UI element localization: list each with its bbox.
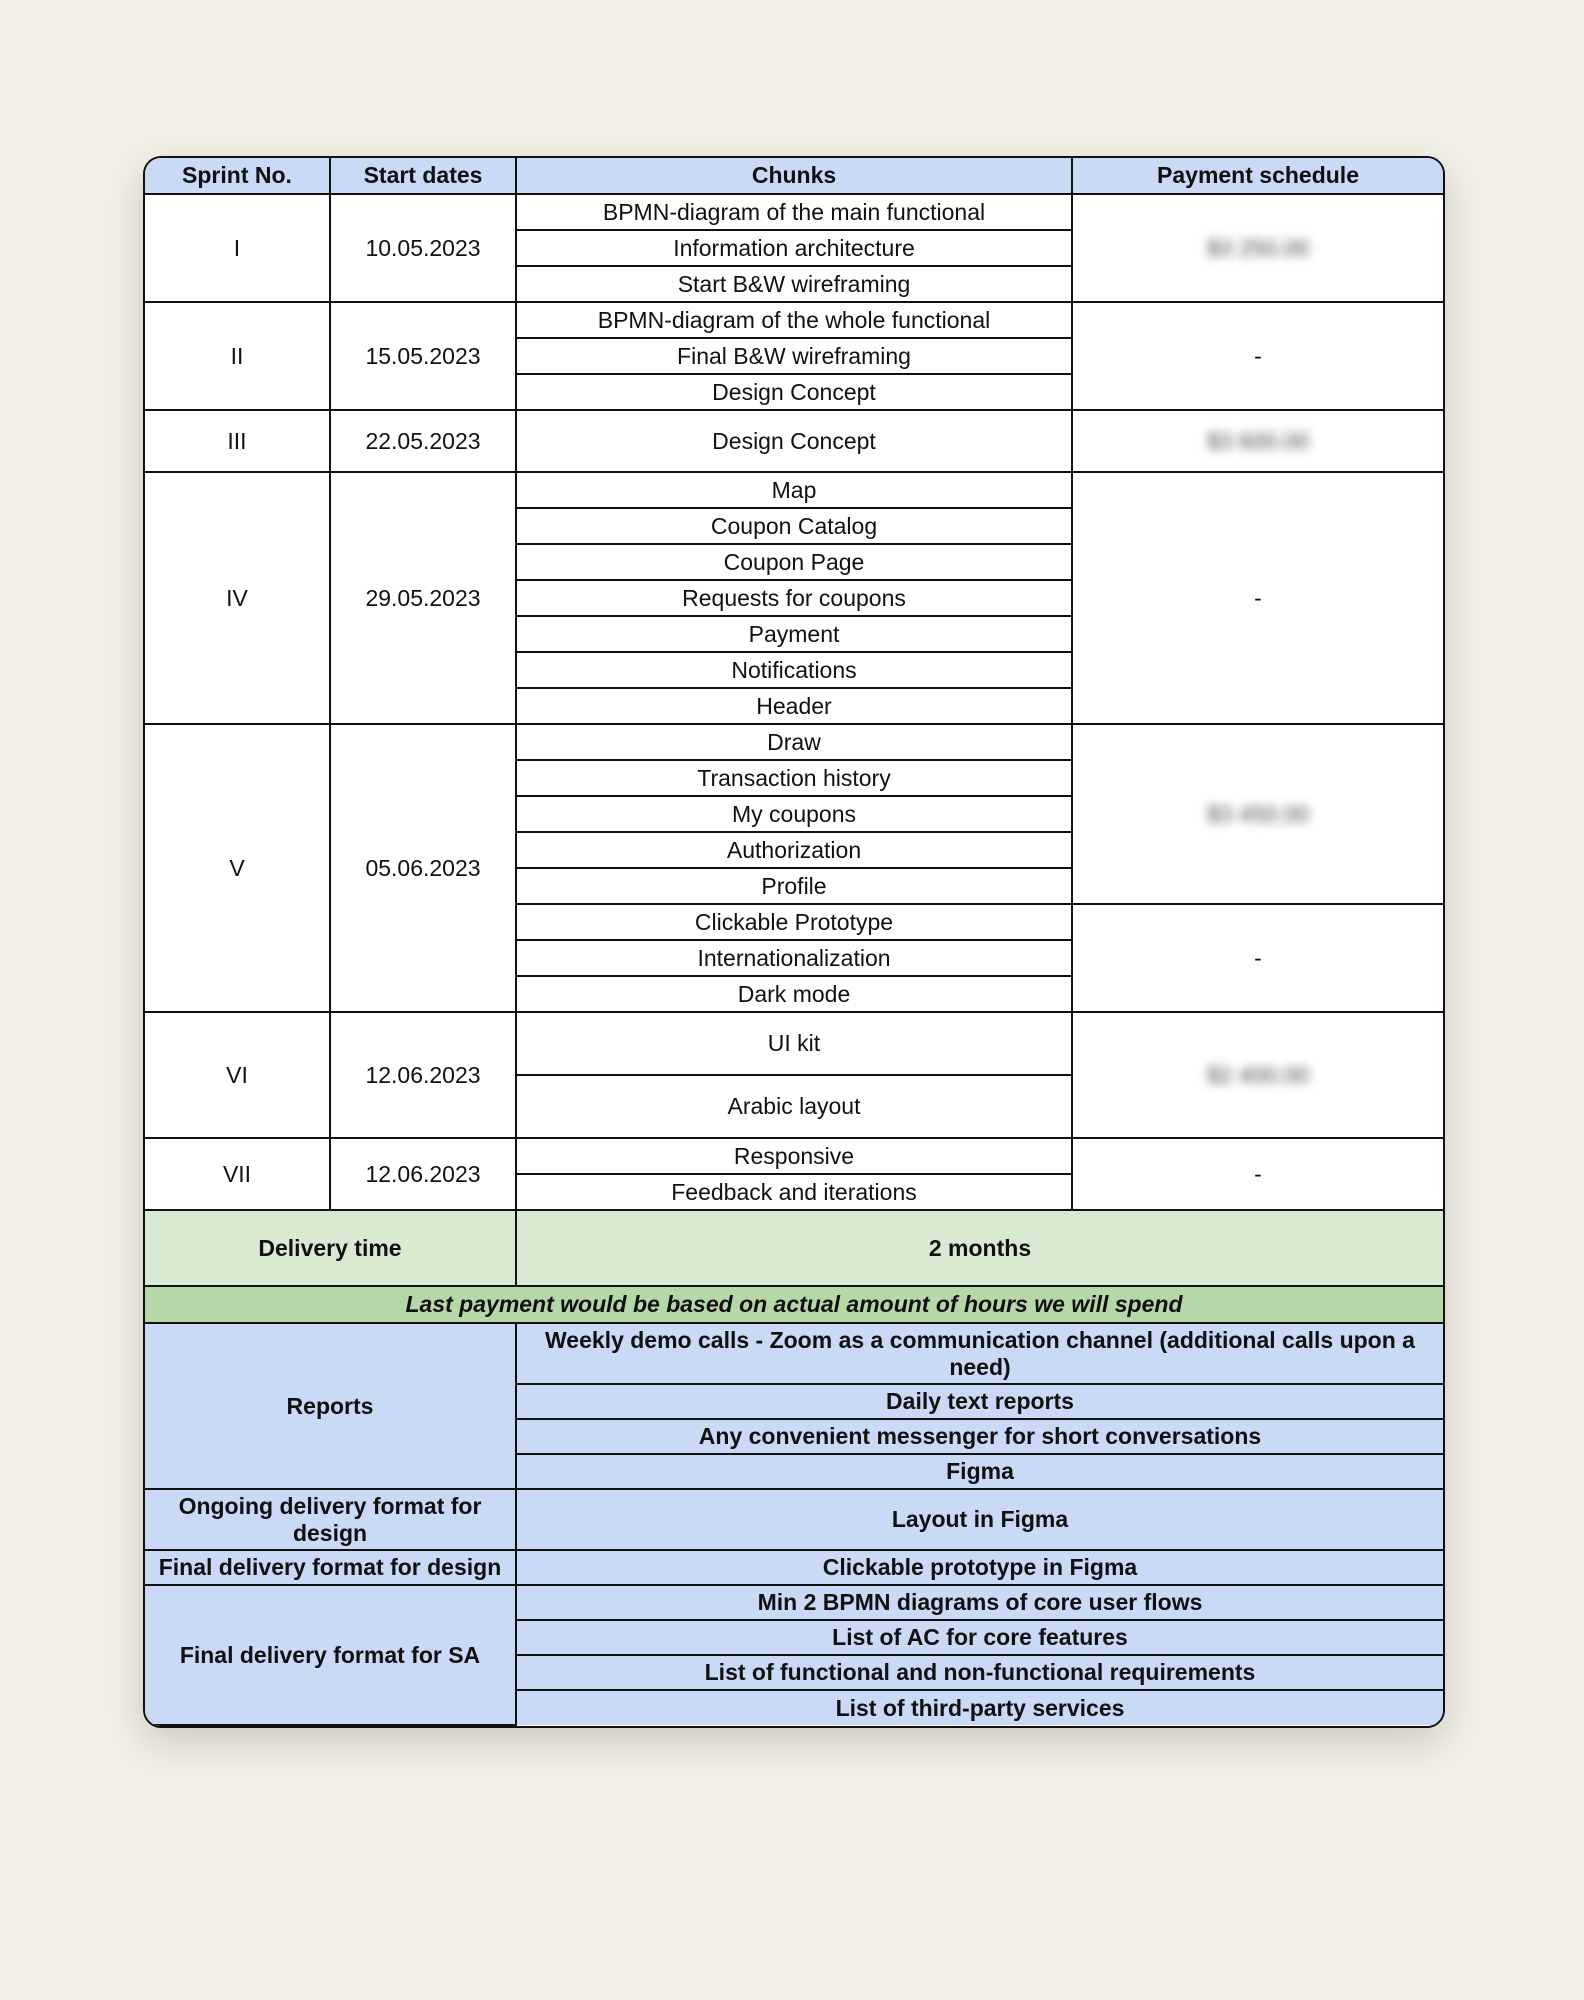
table-row xyxy=(145,472,1443,508)
final-sa-item: Min 2 BPMN diagrams of core user flows xyxy=(516,1585,1443,1620)
sprint-number: VII xyxy=(145,1138,330,1210)
chunk-cell: Transaction history xyxy=(516,760,1072,796)
chunk-cell: Information architecture xyxy=(516,230,1072,266)
final-design-value: Clickable prototype in Figma xyxy=(516,1550,1443,1585)
final-sa-row xyxy=(145,1585,1443,1620)
final-sa-item: List of AC for core features xyxy=(516,1620,1443,1655)
table-row xyxy=(145,1012,1443,1075)
chunk-cell: Design Concept xyxy=(516,374,1072,410)
chunk-cell: Internationalization xyxy=(516,940,1072,976)
chunk-cell: Header xyxy=(516,688,1072,724)
chunk-cell: Final B&W wireframing xyxy=(516,338,1072,374)
payment-amount-blurred: $2 400.00 xyxy=(1206,1061,1310,1088)
sprint-number: VI xyxy=(145,1012,330,1138)
delivery-time-label: Delivery time xyxy=(145,1210,516,1286)
table-row xyxy=(145,410,1443,472)
chunk-cell: Coupon Catalog xyxy=(516,508,1072,544)
ongoing-delivery-row xyxy=(145,1489,1443,1550)
report-item: Any convenient messenger for short conversations xyxy=(516,1419,1443,1454)
payment-cell: - xyxy=(1072,302,1443,410)
payment-amount-blurred: $3 250.00 xyxy=(1206,234,1310,261)
delivery-time-value: 2 months xyxy=(516,1210,1443,1286)
header-row xyxy=(145,158,1443,194)
sprint-table xyxy=(145,158,1443,1726)
ongoing-delivery-value: Layout in Figma xyxy=(516,1489,1443,1550)
final-sa-item: List of third-party services xyxy=(516,1690,1443,1725)
chunk-cell: BPMN-diagram of the whole functional xyxy=(516,302,1072,338)
table-row xyxy=(145,194,1443,230)
ongoing-delivery-label: Ongoing delivery format for design xyxy=(145,1489,516,1550)
payment-amount-blurred: $3 600.00 xyxy=(1206,427,1310,454)
reports-label: Reports xyxy=(145,1323,516,1489)
note-row xyxy=(145,1286,1443,1323)
payment-cell xyxy=(1072,1012,1443,1138)
header-start-dates: Start dates xyxy=(330,158,516,194)
sprint-start-date: 12.06.2023 xyxy=(330,1138,516,1210)
header-payment-schedule: Payment schedule xyxy=(1072,158,1443,194)
payment-cell: - xyxy=(1072,472,1443,724)
final-sa-item: List of functional and non-functional requirements xyxy=(516,1655,1443,1690)
chunk-cell: Dark mode xyxy=(516,976,1072,1012)
report-item: Daily text reports xyxy=(516,1384,1443,1419)
sprint-start-date: 15.05.2023 xyxy=(330,302,516,410)
table-row xyxy=(145,724,1443,760)
chunk-cell: Requests for coupons xyxy=(516,580,1072,616)
chunk-cell: Map xyxy=(516,472,1072,508)
chunk-cell: UI kit xyxy=(516,1012,1072,1075)
sprint-start-date: 22.05.2023 xyxy=(330,410,516,472)
sprint-start-date: 05.06.2023 xyxy=(330,724,516,1012)
chunk-cell: Feedback and iterations xyxy=(516,1174,1072,1210)
chunk-cell: Coupon Page xyxy=(516,544,1072,580)
report-item: Figma xyxy=(516,1454,1443,1489)
sprint-start-date: 12.06.2023 xyxy=(330,1012,516,1138)
payment-cell: - xyxy=(1072,1138,1443,1210)
sprint-number: IV xyxy=(145,472,330,724)
sprint-number: III xyxy=(145,410,330,472)
final-design-label: Final delivery format for design xyxy=(145,1550,516,1585)
payment-amount-blurred: $3 450.00 xyxy=(1206,800,1310,827)
payment-cell xyxy=(1072,724,1443,904)
chunk-cell: Start B&W wireframing xyxy=(516,266,1072,302)
payment-cell: - xyxy=(1072,904,1443,1012)
chunk-cell: Payment xyxy=(516,616,1072,652)
chunk-cell: Design Concept xyxy=(516,410,1072,472)
final-design-row xyxy=(145,1550,1443,1585)
payment-cell xyxy=(1072,194,1443,302)
header-sprint-no: Sprint No. xyxy=(145,158,330,194)
sprint-start-date: 10.05.2023 xyxy=(330,194,516,302)
table-row xyxy=(145,302,1443,338)
sprint-table-card xyxy=(143,156,1445,1728)
chunk-cell: BPMN-diagram of the main functional xyxy=(516,194,1072,230)
chunk-cell: Notifications xyxy=(516,652,1072,688)
chunk-cell: Draw xyxy=(516,724,1072,760)
sprint-start-date: 29.05.2023 xyxy=(330,472,516,724)
chunk-cell: My coupons xyxy=(516,796,1072,832)
final-sa-label: Final delivery format for SA xyxy=(145,1585,516,1725)
header-chunks: Chunks xyxy=(516,158,1072,194)
last-payment-note: Last payment would be based on actual amount of hours we will spend xyxy=(145,1286,1443,1323)
chunk-cell: Responsive xyxy=(516,1138,1072,1174)
sprint-number: I xyxy=(145,194,330,302)
chunk-cell: Arabic layout xyxy=(516,1075,1072,1138)
chunk-cell: Authorization xyxy=(516,832,1072,868)
report-item: Weekly demo calls - Zoom as a communication channel (additional calls upon a need) xyxy=(516,1323,1443,1384)
sprint-number: V xyxy=(145,724,330,1012)
reports-row xyxy=(145,1323,1443,1384)
payment-cell xyxy=(1072,410,1443,472)
sprint-number: II xyxy=(145,302,330,410)
delivery-row xyxy=(145,1210,1443,1286)
chunk-cell: Clickable Prototype xyxy=(516,904,1072,940)
chunk-cell: Profile xyxy=(516,868,1072,904)
table-row xyxy=(145,1138,1443,1174)
